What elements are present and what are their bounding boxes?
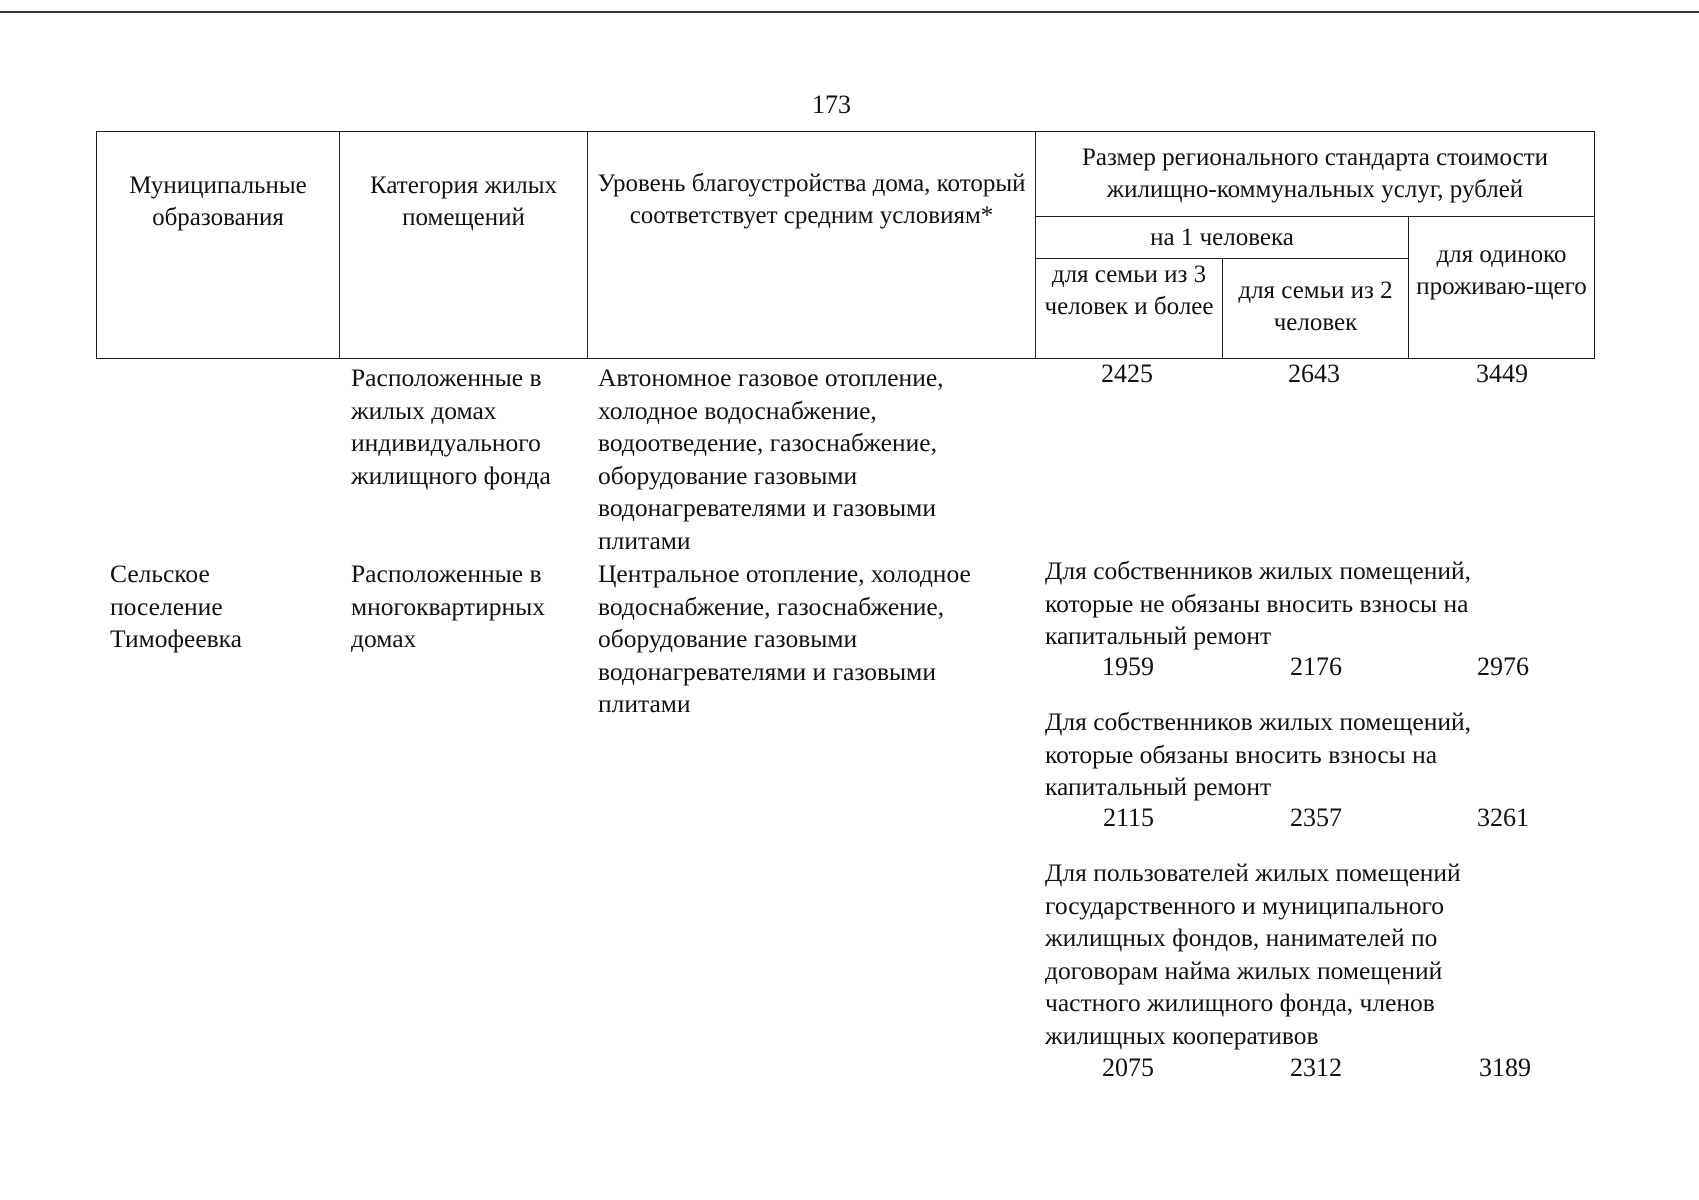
group1-value-family3: 1959: [1102, 652, 1154, 681]
row2-improvement-level: Центральное отопление, холодное водоснабжение, газоснабжение, оборудование газовыми водонагревателями и газовыми плитами: [598, 559, 971, 718]
header-single-resident: для одиноко проживаю-щего: [1409, 217, 1595, 359]
group3-value-family2: 2312: [1290, 1053, 1342, 1082]
header-municipalities: Муниципальные образования: [97, 132, 340, 359]
group3-label: Для пользователей жилых помещений государственного и муниципального жилищных фондов, нанимателей по договорам найма жилых помещений частного жилищного фонда, членов жилищных кооперативов: [1045, 858, 1461, 1050]
group1-value-single: 2976: [1477, 652, 1529, 681]
row1-category: Расположенные в жилых домах индивидуального жилищного фонда: [351, 363, 551, 490]
group1-label: Для собственников жилых помещений, которые не обязаны вносить взносы на капитальный ремонт: [1045, 556, 1472, 650]
header-family-2: для семьи из 2 человек: [1223, 259, 1409, 359]
group1-value-family2: 2176: [1290, 652, 1342, 681]
header-per-person: на 1 человека: [1036, 217, 1409, 259]
header-improvement-level: Уровень благоустройства дома, который соответствует средним условиям*: [588, 132, 1036, 359]
header-family-3: для семьи из 3 человек и более: [1036, 259, 1223, 359]
table-header: [96, 131, 1595, 359]
row1-value-family2: 2643: [1288, 359, 1340, 388]
group2-value-family3: 2115: [1102, 803, 1154, 832]
row2-category: Расположенные в многоквартирных домах: [351, 559, 546, 653]
row1-improvement-level: Автономное газовое отопление, холодное водоснабжение, водоотведение, газоснабжение, оборудование газовыми водонагревателями и газовыми плитами: [598, 363, 944, 555]
group3-value-single: 3189: [1479, 1053, 1531, 1082]
group2-value-single: 3261: [1477, 803, 1529, 832]
group3-value-family3: 2075: [1102, 1053, 1154, 1082]
municipality-name: Сельское поселение Тимофеевка: [110, 559, 242, 653]
top-border-line: [0, 11, 1699, 13]
header-category: Категория жилых помещений: [340, 132, 588, 359]
page-number: 173: [812, 90, 851, 119]
group2-label: Для собственников жилых помещений, которые обязаны вносить взносы на капитальный ремонт: [1045, 707, 1472, 801]
header-regional-standard: Размер регионального стандарта стоимости жилищно-коммунальных услуг, рублей: [1036, 132, 1595, 217]
group2-value-family2: 2357: [1290, 803, 1342, 832]
row1-value-single: 3449: [1476, 359, 1528, 388]
row1-value-family3: 2425: [1101, 359, 1153, 388]
